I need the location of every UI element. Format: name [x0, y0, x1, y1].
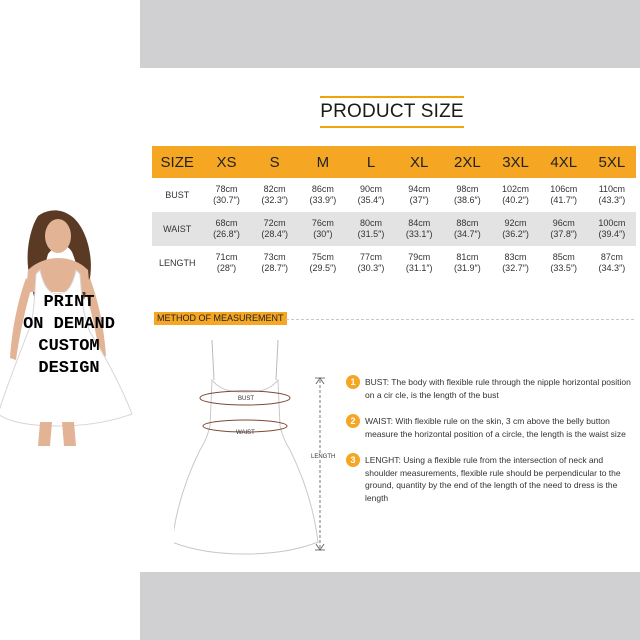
table-cell: 88cm (34.7″): [454, 218, 481, 239]
row-label-length: LENGTH: [158, 258, 196, 268]
model-face: [45, 219, 71, 253]
step-text: WAIST: With flexible rule on the skin, 3 cm above the belly button measure the horizontal position of a circle, the length is the waist size: [365, 416, 626, 439]
table-cell: 94cm (37″): [408, 184, 431, 205]
table-cell: 110cm (43.3″): [598, 184, 626, 205]
model-leg-right: [62, 422, 76, 446]
table-cell: 78cm (30.7″): [213, 184, 240, 205]
size-header-4xl: 4XL: [550, 153, 578, 171]
diagram-label-bust: BUST: [238, 396, 255, 402]
list-item: [346, 376, 632, 401]
table-cell: 77cm (30.3″): [357, 252, 385, 273]
table-cell: 82cm (32.3″): [261, 184, 289, 205]
size-header-s: S: [269, 153, 280, 171]
print-on-demand-overlay: [0, 292, 138, 380]
table-cell: 72cm (28.4″): [261, 218, 289, 239]
size-header-5xl: 5XL: [598, 153, 626, 171]
step-text: BUST: The body with flexible rule through the nipple horizontal position on a cir cle, is the length of the bust: [365, 377, 631, 400]
diagram-label-length: LENGTH: [311, 454, 336, 460]
table-cell: 100cm (39.4″): [598, 218, 626, 239]
table-cell: 106cm (41.7″): [550, 184, 578, 205]
diagram-label-waist: WAIST: [236, 430, 255, 436]
table-cell: 83cm (32.7″): [502, 252, 529, 273]
size-header-xl: XL: [410, 153, 429, 171]
table-cell: 84cm (33.1″): [405, 218, 433, 239]
dress-shape: [174, 380, 318, 554]
list-item: [346, 454, 632, 504]
table-cell: 75cm (29.5″): [309, 252, 337, 273]
dress-strap-left: [212, 340, 214, 380]
table-cell: 85cm (33.5″): [550, 252, 578, 273]
size-header-m: M: [316, 153, 330, 171]
table-cell: 90cm (35.4″): [357, 184, 385, 205]
table-cell: 102cm (40.2″): [502, 184, 530, 205]
table-cell: 96cm (37.8″): [550, 218, 578, 239]
size-header-2xl: 2XL: [454, 153, 481, 171]
table-cell: 87cm (34.3″): [598, 252, 626, 273]
promo-line: ON DEMAND: [23, 315, 115, 334]
waist-row: [152, 212, 636, 246]
dress-strap-right: [276, 340, 278, 380]
table-cell: 76cm (30″): [311, 218, 334, 239]
table-cell: 92cm (36.2″): [502, 218, 529, 239]
size-header-xs: XS: [216, 153, 237, 171]
size-header-l: L: [366, 153, 376, 171]
step-number-badge: 3: [346, 453, 360, 467]
table-cell: 98cm (38.6″): [454, 184, 481, 205]
bust-row: [152, 178, 636, 212]
length-arrow-icon: [312, 376, 328, 552]
dress-diagram: [174, 338, 324, 558]
list-item: [346, 415, 632, 440]
step-text: LENGHT: Using a flexible rule from the intersection of neck and shoulder measurements, flexible rule should be perpendicular to the ground, quantity by the end of the length of the need to dress is the length: [365, 455, 621, 503]
step-number-badge: 1: [346, 375, 360, 389]
size-header-label: SIZE: [160, 153, 194, 171]
product-size-title: [320, 96, 464, 128]
length-row: [152, 246, 636, 280]
table-cell: 68cm (26.8″): [213, 218, 240, 239]
method-divider: [286, 319, 634, 320]
row-label-bust: BUST: [165, 190, 190, 200]
promo-line: PRINT: [43, 293, 95, 312]
table-cell: 80cm (31.5″): [357, 218, 385, 239]
measurement-steps: [346, 376, 632, 518]
bottom-gray-band: [140, 572, 640, 640]
top-gray-band: [140, 0, 640, 68]
page-title: PRODUCT SIZE: [320, 101, 464, 122]
row-label-waist: WAIST: [163, 224, 192, 234]
promo-line: CUSTOM: [38, 337, 100, 356]
table-cell: 73cm (28.7″): [261, 252, 289, 273]
table-cell: 79cm (31.1″): [405, 252, 433, 273]
table-cell: 81cm (31.9″): [454, 252, 481, 273]
promo-line: DESIGN: [38, 359, 100, 378]
table-cell: 71cm (28″): [215, 252, 238, 273]
step-number-badge: 2: [346, 414, 360, 428]
table-cell: 86cm (33.9″): [309, 184, 337, 205]
model-leg-left: [38, 422, 52, 446]
size-header-3xl: 3XL: [502, 153, 529, 171]
size-table: [152, 146, 636, 280]
size-header-row: [152, 146, 636, 178]
method-heading: METHOD OF MEASUREMENT: [154, 312, 287, 325]
